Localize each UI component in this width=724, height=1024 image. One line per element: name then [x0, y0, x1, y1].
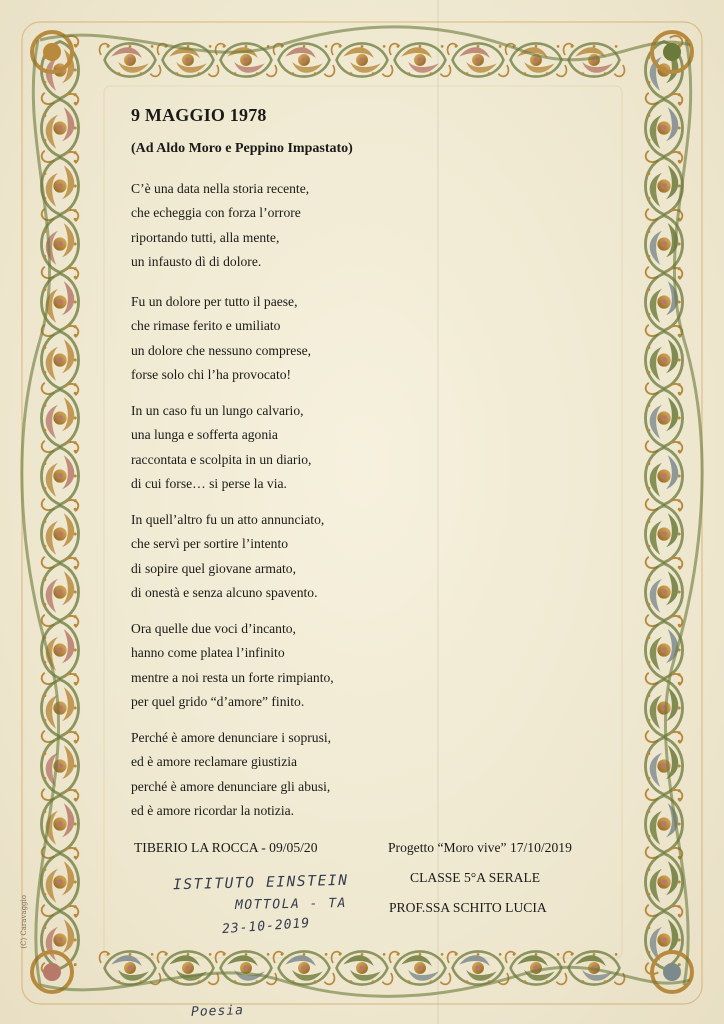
poem-line: In quell’altro fu un atto annunciato, [131, 512, 325, 527]
poem-line: Ora quelle due voci d’incanto, [131, 621, 296, 636]
poem-line: un dolore che nessuno comprese, [131, 342, 312, 358]
stanza-4 [131, 508, 431, 606]
poem-line: Fu un dolore per tutto il paese, [131, 294, 298, 309]
poem-line: perché è amore denunciare gli abusi, [131, 778, 331, 794]
project-label: Progetto “Moro vive” 17/10/2019 [388, 840, 572, 855]
stanza-6 [131, 726, 431, 824]
corner-rosette-center [43, 43, 61, 61]
poem-title: 9 MAGGIO 1978 [131, 105, 267, 125]
poem-line: Perché è amore denunciare i soprusi, [131, 730, 332, 745]
stanza-1 [131, 177, 431, 275]
poem-line: che rimase ferito e umiliato [131, 318, 281, 334]
poem-line: hanno come platea l’infinito [131, 645, 285, 661]
floral-motif [448, 43, 509, 76]
poem-line: ed è amore reclamare giustizia [131, 754, 298, 770]
handwritten-school: ISTITUTO EINSTEIN [172, 872, 349, 894]
poem-dedication: (Ad Aldo Moro e Peppino Impastato) [131, 141, 353, 156]
poem-line: C’è una data nella storia recente, [131, 181, 310, 196]
handwritten-town: MOTTOLA - TA [234, 896, 348, 913]
poem-line: raccontata e scolpita in un diario, [131, 451, 312, 467]
floral-motif [332, 951, 393, 984]
vine [22, 40, 59, 985]
corner-rosette-center [663, 963, 681, 981]
poem-line: riportando tutti, alla mente, [131, 229, 280, 245]
floral-motif [100, 951, 161, 984]
vine [665, 40, 702, 985]
poem-line: che echeggia con forza l’orrore [131, 205, 301, 221]
poem-line: di sopire quel giovane armato, [131, 560, 296, 576]
poem-line: forse solo chi l’ha provocato! [131, 367, 292, 383]
floral-motif [390, 43, 451, 76]
author-signature: TIBERIO LA ROCCA - 09/05/20 [134, 840, 318, 855]
floral-motif [332, 43, 393, 76]
floral-motif [390, 951, 451, 984]
handwritten-date: 23-10-2019 [221, 915, 311, 938]
poem-line: un infausto dì di dolore. [131, 254, 262, 270]
poem-line: che servì per sortire l’intento [131, 536, 289, 552]
poem-line: mentre a noi resta un forte rimpianto, [131, 669, 334, 685]
poem-line: una lunga e sofferta agonia [131, 427, 278, 443]
floral-motif [100, 43, 161, 76]
corner-rosette-center [663, 43, 681, 61]
poem-line: per quel grido “d’amore” finito. [131, 694, 305, 710]
corner-rosette-center [43, 963, 61, 981]
poem-line: ed è amore ricordar la notizia. [131, 803, 295, 819]
class-label: CLASSE 5°A SERALE [410, 870, 541, 885]
poem-line: di cui forse… si perse la via. [131, 476, 287, 492]
floral-motif [216, 951, 277, 984]
stanza-5 [131, 617, 431, 715]
teacher-label: PROF.SSA SCHITO LUCIA [389, 900, 547, 915]
poem-line: In un caso fu un lungo calvario, [131, 403, 304, 418]
floral-motif [274, 43, 335, 76]
stanza-2 [131, 290, 431, 388]
stanza-3 [131, 399, 431, 497]
handwritten-category: Poesia [190, 1003, 245, 1020]
poem-line: di onestà e senza alcuno spavento. [131, 585, 318, 601]
copyright-mark: (C) Caravaggio [20, 895, 28, 949]
